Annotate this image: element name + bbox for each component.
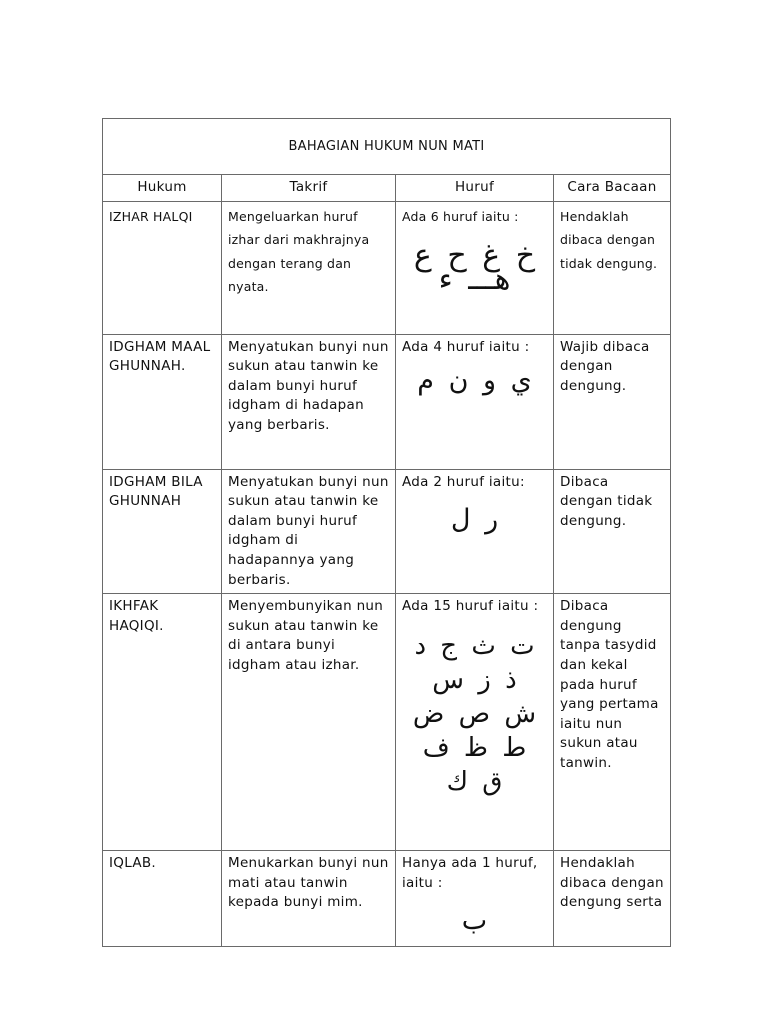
- arabic-letters: خ غ ح ع هـــ ء: [413, 238, 536, 297]
- huruf-cell: [396, 851, 554, 947]
- huruf-cell: [396, 334, 554, 469]
- hukum-cell: IZHAR HALQI: [103, 201, 222, 334]
- header-takrif: Takrif: [222, 175, 396, 202]
- header-cara-bacaan: Cara Bacaan: [554, 175, 671, 202]
- cara-bacaan-cell: Dibaca dengan tidak dengung.: [554, 469, 671, 594]
- takrif-cell: Menyatukan bunyi nun sukun atau tanwin ke dalam bunyi huruf idgham di hadapannya yang berbaris.: [222, 469, 396, 594]
- huruf-text: Ada 4 huruf iaitu :: [402, 338, 530, 355]
- hukum-cell: IQLAB.: [103, 851, 222, 947]
- table-title: BAHAGIAN HUKUM NUN MATI: [103, 119, 671, 175]
- arabic-letters: ت ث ج د ذ ز س ش ص ض ط ظ ف ق ك: [412, 630, 537, 797]
- cara-bacaan-cell: Wajib dibaca dengan dengung.: [554, 334, 671, 469]
- huruf-cell: [396, 469, 554, 594]
- header-hukum: Hukum: [103, 175, 222, 202]
- table-row-idgham-bila-ghunnah: [103, 469, 671, 594]
- cara-bacaan-cell: Dibaca dengung tanpa tasydid dan kekal pada huruf yang pertama iaitu nun sukun atau tanwin.: [554, 594, 671, 851]
- huruf-cell: [396, 201, 554, 334]
- huruf-cell: [396, 594, 554, 851]
- takrif-cell: Menyatukan bunyi nun sukun atau tanwin ke dalam bunyi huruf idgham di hadapan yang berbaris.: [222, 334, 396, 469]
- takrif-cell: Menukarkan bunyi nun mati atau tanwin kepada bunyi mim.: [222, 851, 396, 947]
- hukum-nun-mati-table: [102, 118, 671, 947]
- table-row-ikhfak-haqiqi: [103, 594, 671, 851]
- table-row-idgham-maal-ghunnah: [103, 334, 671, 469]
- cara-bacaan-cell: Hendaklah dibaca dengan tidak dengung.: [554, 201, 671, 334]
- huruf-text: Hanya ada 1 huruf, iaitu :: [402, 855, 538, 891]
- header-huruf: Huruf: [396, 175, 554, 202]
- huruf-text: Ada 6 huruf iaitu :: [402, 208, 519, 224]
- huruf-text: Ada 2 huruf iaitu:: [402, 473, 525, 490]
- hukum-cell: IDGHAM BILA GHUNNAH: [103, 469, 222, 594]
- huruf-text: Ada 15 huruf iaitu :: [402, 598, 539, 615]
- arabic-letters: ر ل: [450, 504, 499, 536]
- cara-bacaan-cell: Hendaklah dibaca dengan dengung serta: [554, 851, 671, 947]
- table-row-izhar-halqi: [103, 201, 671, 334]
- takrif-cell: Mengeluarkan huruf izhar dari makhrajnya dengan terang dan nyata.: [222, 201, 396, 334]
- takrif-cell: Menyembunyikan nun sukun atau tanwin ke di antara bunyi idgham atau izhar.: [222, 594, 396, 851]
- arabic-letters: ب: [461, 905, 488, 937]
- hukum-cell: IDGHAM MAAL GHUNNAH.: [103, 334, 222, 469]
- arabic-letters: ي و ن م: [417, 365, 532, 397]
- table-row-iqlab: [103, 851, 671, 947]
- hukum-cell: IKHFAK HAQIQI.: [103, 594, 222, 851]
